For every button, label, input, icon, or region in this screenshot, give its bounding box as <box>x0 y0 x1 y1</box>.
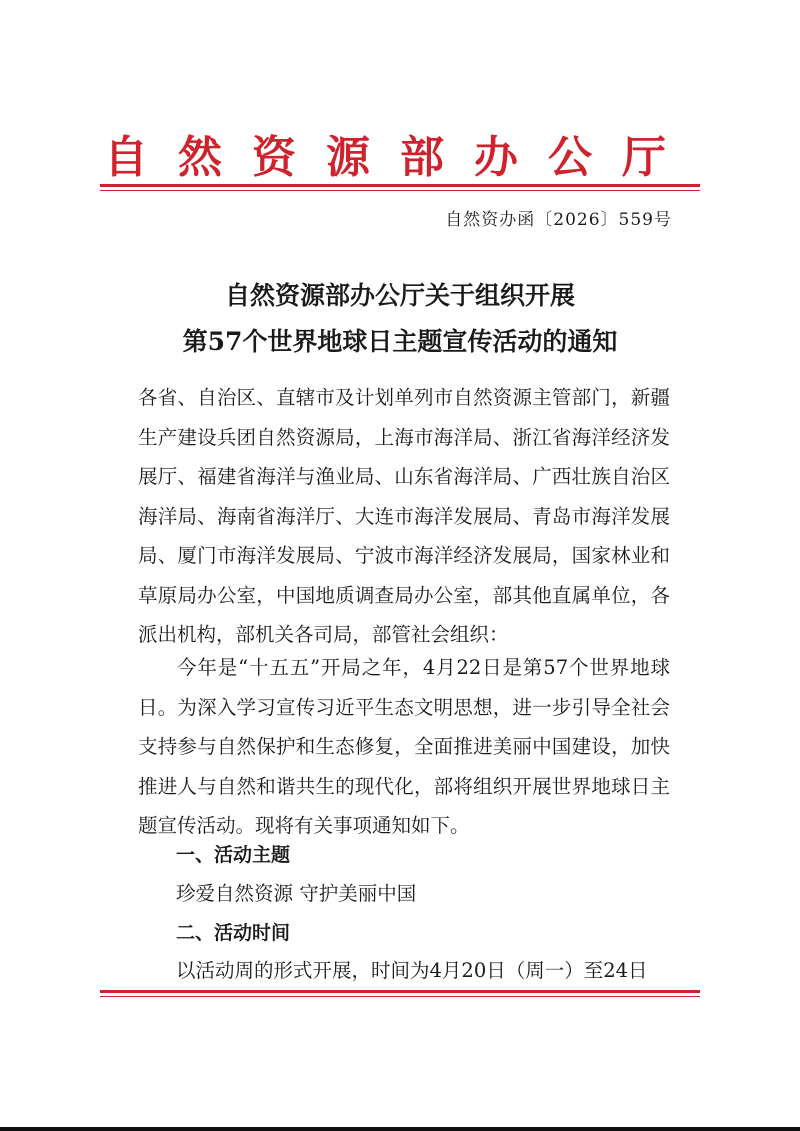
header-red-rule-thin <box>100 190 700 191</box>
intro-paragraph: 今年是“十五五”开局之年，4月22日是第57个世界地球日。为深入学习宣传习近平生态文明思想，进一步引导全社会支持参与自然保护和生态修复，全面推进美丽中国建设，加快推进人与自然和谐共生的现代化，部将组织开展世界地球日主题宣传活动。现将有关事项通知如下。 <box>138 656 670 837</box>
notice-title-line-2: 第57个世界地球日主题宣传活动的通知 <box>182 327 618 356</box>
document-number: 自然资办函〔2026〕559号 <box>445 210 672 230</box>
footer-red-rule-thin <box>100 996 700 997</box>
section-1-content: 珍爱自然资源 守护美丽中国 <box>176 882 417 905</box>
section-1-heading: 一、活动主题 <box>176 844 291 866</box>
header-red-rule-thick <box>100 184 700 187</box>
footer-red-rule-thick <box>100 990 700 993</box>
issuing-office-title: 自然资源部办公厅 <box>104 132 696 183</box>
notice-title-line-1: 自然资源部办公厅关于组织开展 <box>224 281 575 310</box>
section-2-content: 以活动周的形式开展，时间为4月20日（周一）至24日 <box>176 959 648 982</box>
addressees-paragraph: 各省、自治区、直辖市及计划单列市自然资源主管部门，新疆生产建设兵团自然资源局，上海市海洋局、浙江省海洋经济发展厅、福建省海洋与渔业局、山东省海洋局、广西壮族自治区海洋局、海南省海洋厅、大连市海洋发展局、青岛市海洋发展局、厦门市海洋发展局、宁波市海洋经济发展局，国家林业和草原局办公室，中国地质调查局办公室，部其他直属单位，各派出机构，部机关各司局，部管社会组织： <box>138 386 670 646</box>
section-2-heading: 二、活动时间 <box>176 922 291 944</box>
scan-bottom-edge <box>0 1127 800 1131</box>
